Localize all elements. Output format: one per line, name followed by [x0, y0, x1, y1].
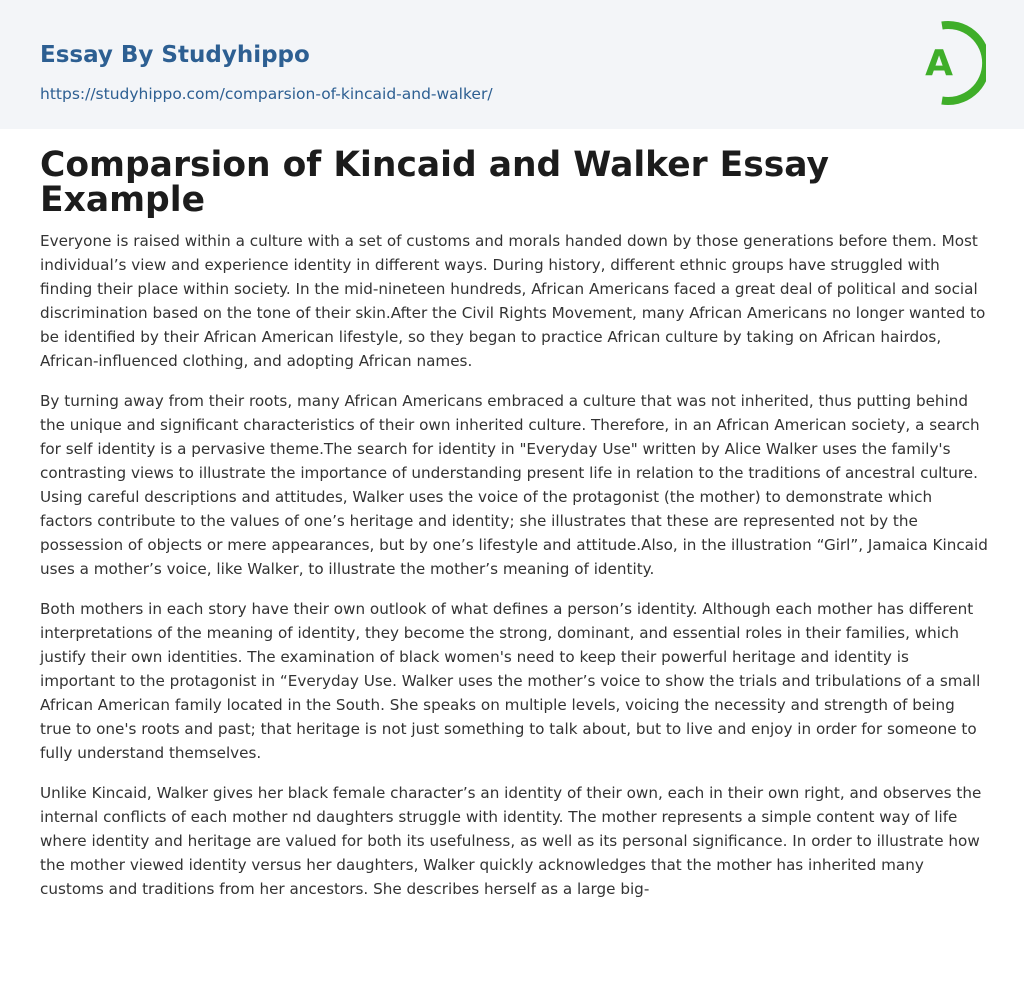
site-header: [0, 0, 1024, 129]
logo-letter: A: [925, 43, 953, 84]
essay-paragraph: Everyone is raised within a culture with a set of customs and morals handed down by those generations before them. Most individual’s view and experience identity in different ways. During history, different ethnic groups have struggled with finding their place within society. In the mid-nineteen hundreds, African Americans faced a great deal of political and social discrimination based on the tone of their skin.After the Civil Rights Movement, many African Americans no longer wanted to be identified by their African American lifestyle, so they began to practice African culture by taking on African hairdos, African-influenced clothing, and adopting African names.: [40, 232, 986, 370]
essay-title: Comparsion of Kincaid and Walker Essay Example: [40, 145, 829, 220]
studyhippo-logo-icon[interactable]: [914, 20, 986, 106]
essay-body: [40, 229, 988, 917]
site-brand-title[interactable]: Essay By Studyhippo: [40, 42, 310, 68]
essay-url-link[interactable]: https://studyhippo.com/comparsion-of-kincaid-and-walker/: [40, 85, 493, 103]
essay-paragraph: Unlike Kincaid, Walker gives her black female character’s an identity of their own, each in their own right, and observes the internal conflicts of each mother nd daughters struggle with identity. The mother represents a simple content way of life where identity and heritage are valued for both its usefulness, as well as its personal significance. In order to illustrate how the mother viewed identity versus her daughters, Walker quickly acknowledges that the mother has inherited many customs and traditions from her ancestors. She describes herself as a large big-: [40, 784, 982, 898]
essay-paragraph: Both mothers in each story have their own outlook of what defines a person’s identity. Although each mother has different interpretations of the meaning of identity, they become the strong, dominant, and essential roles in their families, which justify their own identities. The examination of black women's need to keep their powerful heritage and identity is important to the protagonist in “Everyday Use. Walker uses the mother’s voice to show the trials and tribulations of a small African American family located in the South. She speaks on multiple levels, voicing the necessity and strength of being true to one's roots and past; that heritage is not just something to talk about, but to live and enjoy in order for someone to fully understand themselves.: [40, 600, 981, 762]
essay-paragraph: By turning away from their roots, many African Americans embraced a culture that was not inherited, thus putting behind the unique and significant characteristics of their own inherited culture. Therefore, in an African American society, a search for self identity is a pervasive theme.The search for identity in "Everyday Use" written by Alice Walker uses the family's contrasting views to illustrate the importance of understanding present life in relation to the traditions of ancestral culture. Using careful descriptions and attitudes, Walker uses the voice of the protagonist (the mother) to demonstrate which factors contribute to the values of one’s heritage and identity; she illustrates that these are represented not by the possession of objects or mere appearances, but by one’s lifestyle and attitude.Also, in the illustration “Girl”, Jamaica Kincaid uses a mother’s voice, like Walker, to illustrate the mother’s meaning of identity.: [40, 392, 988, 578]
